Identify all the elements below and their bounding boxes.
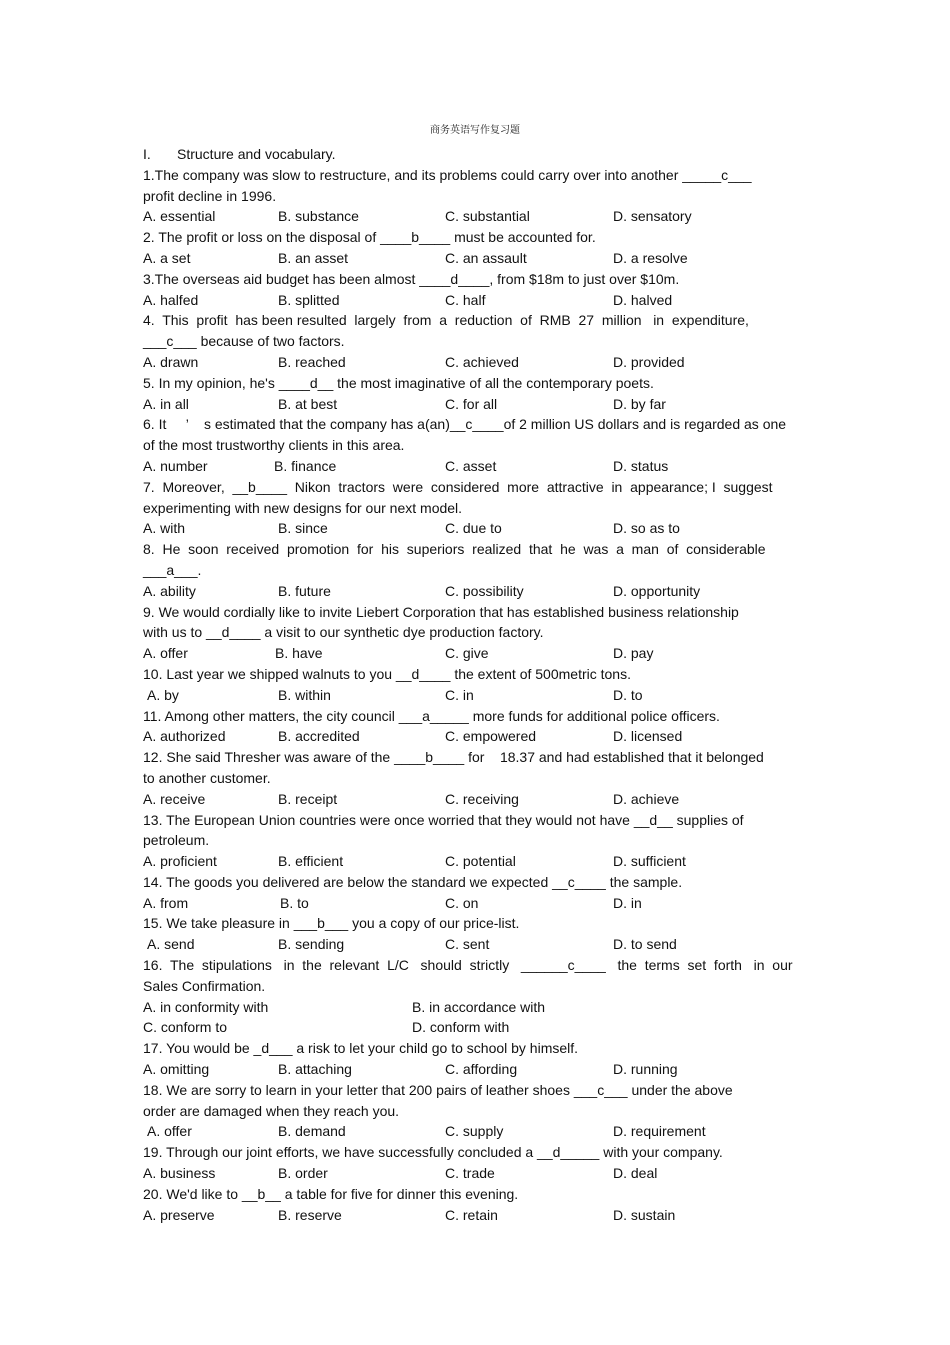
option-c: C. on xyxy=(445,894,479,911)
option-d: D. deal xyxy=(613,1165,658,1182)
option-c: C. affording xyxy=(445,1061,518,1078)
option-b: B. efficient xyxy=(278,853,344,870)
question-13-text-cont: petroleum. xyxy=(143,832,210,849)
question-6-text: 6. It ’ s estimated that the company has a(an)__c____of 2 million US dollars and is regarded as one xyxy=(143,416,787,433)
question-9-options xyxy=(143,643,808,664)
option-a: A. with xyxy=(143,520,186,537)
option-a: A. drawn xyxy=(143,353,199,370)
option-a: A. by xyxy=(147,686,179,703)
question-11-options xyxy=(143,726,808,747)
option-c: C. conform to xyxy=(143,1019,228,1036)
section-heading xyxy=(143,144,808,165)
option-c: C. half xyxy=(445,291,486,308)
option-b: B. accredited xyxy=(278,728,360,745)
option-b: B. within xyxy=(278,686,331,703)
question-7-text: 7. Moreover, __b____ Nikon tractors were considered more attractive in appearance; I suggest xyxy=(143,478,773,495)
option-d: D. sustain xyxy=(613,1206,676,1223)
question-11-text: 11. Among other matters, the city council ___a_____ more funds for additional police officers. xyxy=(143,707,720,724)
option-b: B. an asset xyxy=(278,249,349,266)
option-c: C. achieved xyxy=(445,353,519,370)
option-c: C. trade xyxy=(445,1165,495,1182)
question-20-text: 20. We'd like to __b__ a table for five for dinner this evening. xyxy=(143,1185,519,1202)
option-d: D. so as to xyxy=(613,520,680,537)
question-18-text: 18. We are sorry to learn in your letter that 200 pairs of leather shoes ___c___ under the above xyxy=(143,1081,733,1098)
question-list xyxy=(143,144,808,1225)
question-12-options xyxy=(143,789,808,810)
question-1-text-cont: profit decline in 1996. xyxy=(143,187,277,204)
question-16-options-row-2 xyxy=(143,1017,808,1038)
option-d: D. a resolve xyxy=(613,249,688,266)
option-c: C. in xyxy=(445,686,474,703)
question-15-text: 15. We take pleasure in ___b___ you a copy of our price-list. xyxy=(143,915,520,932)
question-19-options xyxy=(143,1163,808,1184)
option-d: D. running xyxy=(613,1061,678,1078)
option-b: B. reached xyxy=(278,353,346,370)
question-19-text: 19. Through our joint efforts, we have successfully concluded a __d_____ with your company. xyxy=(143,1144,723,1161)
option-a: A. business xyxy=(143,1165,216,1182)
option-a: A. from xyxy=(143,894,189,911)
question-15-options xyxy=(143,934,808,955)
option-a: A. essential xyxy=(143,208,216,225)
option-b: B. reserve xyxy=(278,1206,342,1223)
option-c: C. retain xyxy=(445,1206,498,1223)
option-d: D. to send xyxy=(613,936,677,953)
question-2-options xyxy=(143,248,808,269)
question-18-text-cont: order are damaged when they reach you. xyxy=(143,1102,400,1119)
option-c: C. empowered xyxy=(445,728,537,745)
option-c: C. for all xyxy=(445,395,498,412)
question-4-text: 4. This profit has been resulted largely from a reduction of RMB 27 million in expenditure, xyxy=(143,312,749,329)
question-14-text: 14. The goods you delivered are below the standard we expected __c____ the sample. xyxy=(143,873,683,890)
option-c: C. substantial xyxy=(445,208,530,225)
option-b: B. future xyxy=(278,582,331,599)
question-4-options xyxy=(143,352,808,373)
question-10-options xyxy=(143,685,808,706)
question-9-text: 9. We would cordially like to invite Liebert Corporation that has established business relationship xyxy=(143,603,739,620)
question-12-text-cont: to another customer. xyxy=(143,769,271,786)
question-10-text: 10. Last year we shipped walnuts to you __d____ the extent of 500metric tons. xyxy=(143,665,631,682)
question-8-options xyxy=(143,581,808,602)
section-title: Structure and vocabulary. xyxy=(177,146,336,162)
option-c: C. an assault xyxy=(445,249,527,266)
section-numeral: I. xyxy=(143,146,151,162)
question-16-options-row-1 xyxy=(143,997,808,1018)
option-a: A. send xyxy=(147,936,195,953)
option-c: C. potential xyxy=(445,853,516,870)
question-18-options xyxy=(143,1121,808,1142)
option-a: A. halfed xyxy=(143,291,199,308)
option-b: B. have xyxy=(275,645,323,662)
question-4-text-cont: ___c___ because of two factors. xyxy=(143,333,345,350)
question-1-options xyxy=(143,206,808,227)
option-c: C. give xyxy=(445,645,489,662)
option-b: B. order xyxy=(278,1165,328,1182)
option-d: D. achieve xyxy=(613,790,680,807)
option-d: D. status xyxy=(613,457,669,474)
option-d: D. halved xyxy=(613,291,673,308)
option-d: D. conform with xyxy=(412,1019,510,1036)
option-a: A. preserve xyxy=(143,1206,215,1223)
question-7-options xyxy=(143,518,808,539)
option-a: A. offer xyxy=(147,1123,192,1140)
option-d: D. opportunity xyxy=(613,582,701,599)
question-16-text: 16. The stipulations in the relevant L/C should strictly ______c____ the terms set forth in our xyxy=(143,957,793,974)
option-a: A. omitting xyxy=(143,1061,210,1078)
option-d: D. sufficient xyxy=(613,853,686,870)
question-14-options xyxy=(143,893,808,914)
option-a: A. in conformity with xyxy=(143,998,269,1015)
option-b: B. attaching xyxy=(278,1061,352,1078)
option-b: B. receipt xyxy=(278,790,338,807)
question-5-text: 5. In my opinion, he's ____d__ the most imaginative of all the contemporary poets. xyxy=(143,374,654,391)
option-c: C. due to xyxy=(445,520,502,537)
question-17-text: 17. You would be _d___ a risk to let your child go to school by himself. xyxy=(143,1040,579,1057)
option-b: B. to xyxy=(280,894,309,911)
question-8-text-cont: ___a___. xyxy=(143,561,202,578)
option-b: B. in accordance with xyxy=(412,998,546,1015)
question-3-text: 3.The overseas aid budget has been almost ____d____, from $18m to just over $10m. xyxy=(143,270,680,287)
question-3-options xyxy=(143,290,808,311)
option-d: D. by far xyxy=(613,395,666,412)
question-20-options xyxy=(143,1205,808,1226)
option-a: A. a set xyxy=(143,249,191,266)
option-b: B. since xyxy=(278,520,328,537)
option-d: D. to xyxy=(613,686,643,703)
question-1-text: 1.The company was slow to restructure, and its problems could carry over into another _____c___ xyxy=(143,166,752,183)
option-c: C. supply xyxy=(445,1123,504,1140)
option-a: A. authorized xyxy=(143,728,226,745)
option-c: C. asset xyxy=(445,457,497,474)
question-12-text: 12. She said Thresher was aware of the ____b____ for 18.37 and had established that it belonged xyxy=(143,749,764,766)
option-b: B. substance xyxy=(278,208,359,225)
question-16-text-cont: Sales Confirmation. xyxy=(143,977,266,994)
option-d: D. sensatory xyxy=(613,208,692,225)
option-a: A. offer xyxy=(143,645,188,662)
option-b: B. sending xyxy=(278,936,345,953)
option-a: A. ability xyxy=(143,582,196,599)
option-d: D. pay xyxy=(613,645,654,662)
question-2-text: 2. The profit or loss on the disposal of ____b____ must be accounted for. xyxy=(143,229,596,246)
question-5-options xyxy=(143,394,808,415)
option-a: A. receive xyxy=(143,790,206,807)
option-b: B. splitted xyxy=(278,291,340,308)
option-b: B. demand xyxy=(278,1123,346,1140)
question-8-text: 8. He soon received promotion for his superiors realized that he was a man of considerable xyxy=(143,541,766,558)
option-d: D. requirement xyxy=(613,1123,706,1140)
option-d: D. provided xyxy=(613,353,685,370)
question-6-text-cont: of the most trustworthy clients in this area. xyxy=(143,437,405,454)
option-a: A. in all xyxy=(143,395,189,412)
option-a: A. proficient xyxy=(143,853,217,870)
question-6-options xyxy=(143,456,808,477)
question-13-options xyxy=(143,851,808,872)
option-b: B. finance xyxy=(274,457,337,474)
option-c: C. sent xyxy=(445,936,490,953)
document-title: 商务英语写作复习题 xyxy=(430,125,520,136)
option-b: B. at best xyxy=(278,395,338,412)
option-c: C. possibility xyxy=(445,582,524,599)
question-7-text-cont: experimenting with new designs for our next model. xyxy=(143,499,463,516)
question-13-text: 13. The European Union countries were once worried that they would not have __d__ supplies of xyxy=(143,811,744,828)
option-d: D. licensed xyxy=(613,728,683,745)
question-17-options xyxy=(143,1059,808,1080)
question-9-text-cont: with us to __d____ a visit to our synthetic dye production factory. xyxy=(143,624,544,641)
option-d: D. in xyxy=(613,894,642,911)
option-a: A. number xyxy=(143,457,208,474)
option-c: C. receiving xyxy=(445,790,519,807)
